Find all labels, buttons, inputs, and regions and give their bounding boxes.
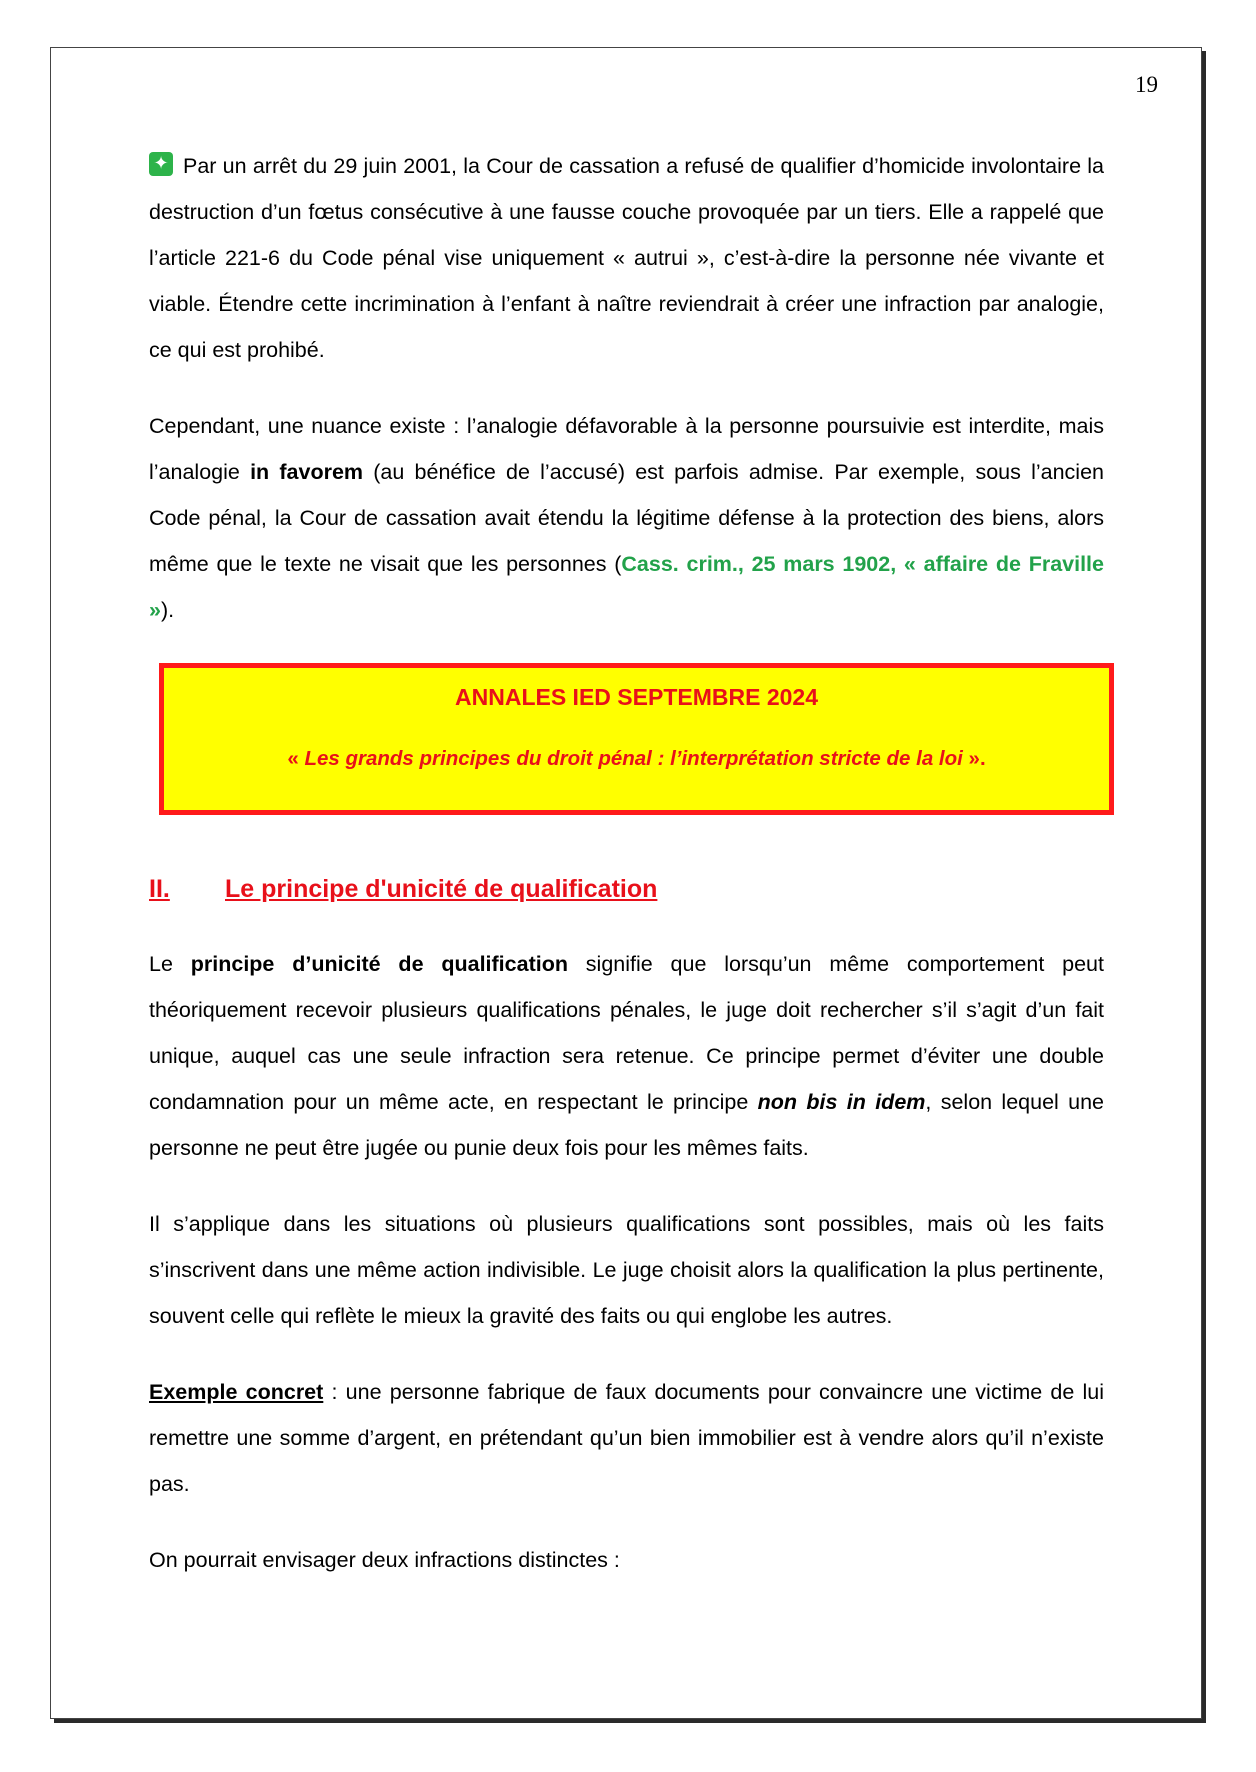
paragraph-text: (au bénéfice de l’accusé) est parfois admise. Par exemple, sous l’ancien Code pénal, la Cour de cassation avait étendu la légitime défense à la protection des biens, alors même que le texte ne visait que les personnes ( (149, 460, 1104, 576)
bold-term: in favorem (250, 460, 364, 484)
section-title: Le principe d'unicité de qualification (225, 875, 658, 903)
page-number: 19 (1135, 72, 1158, 97)
annales-title: ANNALES IED SEPTEMBRE 2024 (455, 684, 818, 710)
paragraph-text: Le (149, 952, 191, 976)
paragraph-cassation-2001 (149, 143, 1104, 373)
paragraph-unicite (149, 941, 1104, 1171)
document-body (149, 143, 1104, 1583)
paragraph-text: : une personne fabrique de faux documents pour convaincre une victime de lui remettre une somme d’argent, en prétendant qu’un bien immobilier est à vendre alors qu’il n’existe pas. (149, 1380, 1105, 1496)
quote-mark: « (287, 747, 305, 770)
quote-mark: ». (962, 747, 986, 770)
paragraph-infractions (149, 1537, 1104, 1583)
paragraph-exemple (149, 1369, 1104, 1507)
paragraph-text: ). (160, 598, 175, 622)
annales-callout (159, 663, 1114, 815)
annales-subject-text: Les grands principes du droit pénal : l’interprétation stricte de la loi (304, 747, 963, 770)
paragraph-text: Il s’applique dans les situations où plusieurs qualifications sont possibles, mais où les faits s’inscrivent dans une même action indivisible. Le juge choisit alors la qualification la plus pertinente, souvent celle qui reflète le mieux la gravité des faits ou qui englobe les autres. (149, 1212, 1104, 1328)
sparkle-badge-icon (149, 152, 173, 176)
paragraph-analogie (149, 403, 1104, 633)
paragraph-text: Cependant, une nuance existe : l’analogie défavorable à la personne poursuivie est interdite, mais l’analogie (149, 414, 1104, 484)
paragraph-text: Par un arrêt du 29 juin 2001, la Cour de cassation a refusé de qualifier d’homicide involontaire la destruction d’un fœtus consécutive à une fausse couche provoquée par un tiers. Elle a rappelé que l’article 221-6 du Code pénal vise uniquement « autrui », c’est-à-dire la personne née vivante et viable. Étendre cette incrimination à l’enfant à naître reviendrait à créer une infraction par analogie, ce qui est prohibé. (149, 154, 1104, 362)
example-label: Exemple concret (149, 1380, 324, 1404)
paragraph-text: , selon lequel une personne ne peut être jugée ou punie deux fois pour les mêmes faits. (149, 1090, 1105, 1160)
bold-term: principe d’unicité de qualification (190, 952, 568, 976)
case-citation: Cass. crim., 25 mars 1902, « affaire de Fraville » (149, 552, 1104, 622)
paragraph-text: signifie que lorsqu’un même comportement peut théoriquement recevoir plusieurs qualifications pénales, le juge doit rechercher s’il s’agit d’un fait unique, auquel cas une seule infraction sera retenue. Ce principe permet d’éviter une double condamnation pour un même acte, en respectant le principe (149, 952, 1104, 1114)
paragraph-text: On pourrait envisager deux infractions distinctes : (149, 1548, 620, 1572)
annales-subject (164, 744, 1109, 774)
section-number: II. (149, 875, 170, 903)
section-heading (149, 873, 1104, 905)
bold-italic-term: non bis in idem (757, 1090, 926, 1114)
paragraph-application (149, 1201, 1104, 1339)
